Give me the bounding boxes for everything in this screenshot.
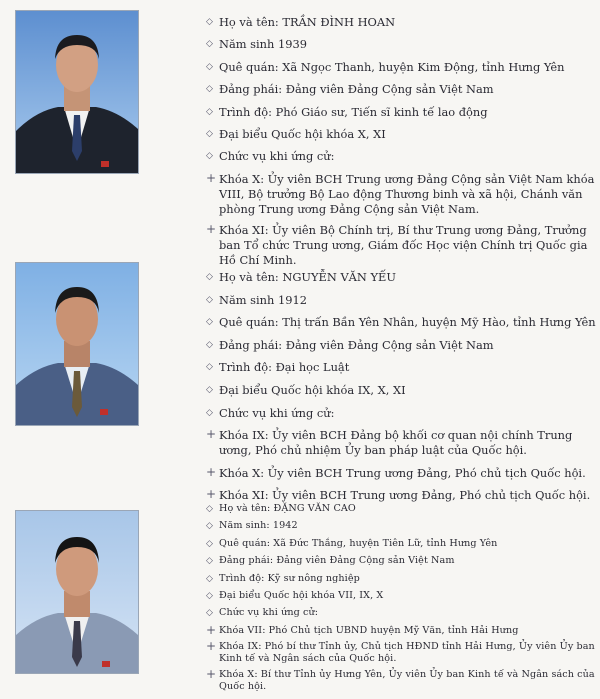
info-line: ◇ Trình độ: Đại học Luật [206, 360, 350, 375]
term-item: + Khóa X: Ủy viên BCH Trung ương Đảng Cộng sản Việt Nam khóa VIII, Bộ trưởng Bộ Lao động Thương binh và xã hội, Chánh văn phòng Trung ương Đảng Cộng sản Việt Nam. [206, 170, 595, 216]
info-line: ◇ Đại biểu Quốc hội khóa VII, IX, X [206, 589, 384, 601]
info-line: ◇ Họ và tên: TRẦN ĐÌNH HOAN [206, 15, 396, 29]
info-line: ◇ Năm sinh: 1942 [206, 520, 298, 532]
term-item: + Khóa XI: Ủy viên Bộ Chính trị, Bí thư Trung ương Đảng, Trưởng ban Tổ chức Trung ương, Giám đốc Học viện Chính trị Quốc gia Hồ Chí Minh. [206, 221, 588, 267]
full-name: Họ và tên: TRẦN ĐÌNH HOAN [219, 15, 396, 29]
info-line: ◇ Quê quán: Xã Đức Thắng, huyện Tiên Lữ, tỉnh Hưng Yên [206, 537, 498, 549]
info-line: ◇ Năm sinh 1912 [206, 292, 307, 307]
info-line: ◇ Chức vụ khi ứng cử: [206, 405, 335, 420]
profile-details-1 [206, 15, 596, 274]
term-item: + Khóa VII: Phó Chủ tịch UBND huyện Mỹ Văn, tỉnh Hải Hưng [206, 622, 519, 637]
delegate-terms: Đại biểu Quốc hội khóa VII, IX, X [219, 589, 384, 601]
hometown: Quê quán: Thị trấn Bần Yên Nhân, huyện Mỹ Hào, tỉnh Hưng Yên [219, 315, 596, 330]
info-line: ◇ Trình độ: Kỹ sư nông nghiệp [206, 572, 360, 584]
hometown: Quê quán: Xã Đức Thắng, huyện Tiên Lữ, tỉnh Hưng Yên [219, 537, 498, 549]
term-item: + Khóa IX: Ủy viên BCH Đảng bộ khối cơ quan nội chính Trung ương, Phó chủ nhiệm Ủy ban pháp luật của Quốc hội. [206, 427, 573, 458]
profile-details-2 [206, 270, 596, 511]
info-line: ◇ Đảng phái: Đảng viên Đảng Cộng sản Việt Nam [206, 82, 494, 97]
info-line: ◇ Đại biểu Quốc hội khóa X, XI [206, 126, 386, 141]
birth-year: Năm sinh 1912 [219, 292, 307, 307]
birth-year: Năm sinh 1939 [219, 37, 307, 52]
info-line: ◇ Họ và tên: ĐẶNG VĂN CAO [206, 503, 356, 514]
term-text: Khóa X: Ủy viên BCH Trung ương Đảng, Phó chủ tịch Quốc hội. [219, 465, 586, 480]
term-item: + Khóa X: Ủy viên BCH Trung ương Đảng, Phó chủ tịch Quốc hội. [206, 464, 586, 480]
party: Đảng phái: Đảng viên Đảng Cộng sản Việt Nam [219, 337, 494, 352]
portrait-photo-2 [15, 262, 139, 426]
info-line: ◇ Quê quán: Xã Ngọc Thanh, huyện Kim Động, tỉnh Hưng Yên [206, 59, 565, 74]
info-line: ◇ Quê quán: Thị trấn Bần Yên Nhân, huyện Mỹ Hào, tỉnh Hưng Yên [206, 315, 596, 330]
term-text: Khóa XI: Ủy viên Bộ Chính trị, Bí thư Trung ương Đảng, Trưởng ban Tổ chức Trung ương, Giám đốc Học viện Chính trị Quốc gia Hồ Chí Minh. [219, 222, 588, 267]
education: Trình độ: Kỹ sư nông nghiệp [219, 572, 360, 584]
term-text: Khóa IX: Phó bí thư Tỉnh ủy, Chủ tịch HĐND tỉnh Hải Hưng, Ủy viên Ủy ban Kinh tế và Ngân sách của Quốc hội. [219, 640, 595, 664]
profile-details-3 [206, 503, 596, 697]
positions-heading: Chức vụ khi ứng cử: [219, 607, 319, 619]
party: Đảng phái: Đảng viên Đảng Cộng sản Việt Nam [219, 555, 455, 567]
positions-heading: Chức vụ khi ứng cử: [219, 149, 335, 164]
term-text: Khóa VII: Phó Chủ tịch UBND huyện Mỹ Văn, tỉnh Hải Hưng [219, 624, 519, 636]
term-text: Khóa IX: Ủy viên BCH Đảng bộ khối cơ quan nội chính Trung ương, Phó chủ nhiệm Ủy ban pháp luật của Quốc hội. [219, 428, 573, 458]
term-text: Khóa X: Bí thư Tỉnh ủy Hưng Yên, Ủy viên Ủy ban Kinh tế và Ngân sách của Quốc hội. [219, 668, 595, 692]
birth-year: Năm sinh: 1942 [219, 520, 298, 532]
hometown: Quê quán: Xã Ngọc Thanh, huyện Kim Động, tỉnh Hưng Yên [219, 59, 565, 74]
full-name: Họ và tên: ĐẶNG VĂN CAO [219, 503, 356, 514]
info-line: ◇ Chức vụ khi ứng cử: [206, 149, 335, 164]
education: Trình độ: Phó Giáo sư, Tiến sĩ kinh tế lao động [219, 104, 488, 119]
info-line: ◇ Trình độ: Phó Giáo sư, Tiến sĩ kinh tế lao động [206, 104, 488, 119]
info-line: ◇ Họ và tên: NGUYỄN VĂN YẾU [206, 270, 396, 284]
term-item: + Khóa IX: Phó bí thư Tỉnh ủy, Chủ tịch HĐND tỉnh Hải Hưng, Ủy viên Ủy ban Kinh tế và Ngân sách của Quốc hội. [206, 638, 595, 664]
delegate-terms: Đại biểu Quốc hội khóa IX, X, XI [219, 382, 406, 397]
term-item: + Khóa X: Bí thư Tỉnh ủy Hưng Yên, Ủy viên Ủy ban Kinh tế và Ngân sách của Quốc hội. [206, 666, 595, 692]
info-line: ◇ Đảng phái: Đảng viên Đảng Cộng sản Việt Nam [206, 337, 494, 352]
info-line: ◇ Chức vụ khi ứng cử: [206, 607, 319, 619]
positions-heading: Chức vụ khi ứng cử: [219, 405, 335, 420]
info-line: ◇ Đại biểu Quốc hội khóa IX, X, XI [206, 382, 406, 397]
portrait-photo-3 [15, 510, 139, 674]
term-item: + Khóa XI: Ủy viên BCH Trung ương Đảng, Phó chủ tịch Quốc hội. [206, 487, 591, 503]
info-line: ◇ Đảng phái: Đảng viên Đảng Cộng sản Việt Nam [206, 555, 455, 567]
portrait-photo-1 [15, 10, 139, 174]
party: Đảng phái: Đảng viên Đảng Cộng sản Việt Nam [219, 82, 494, 97]
info-line: ◇ Năm sinh 1939 [206, 37, 307, 52]
term-text: Khóa X: Ủy viên BCH Trung ương Đảng Cộng sản Việt Nam khóa VIII, Bộ trưởng Bộ Lao động Thương binh và xã hội, Chánh văn phòng Trung ương Đảng Cộng sản Việt Nam. [219, 171, 595, 216]
delegate-terms: Đại biểu Quốc hội khóa X, XI [219, 126, 386, 141]
education: Trình độ: Đại học Luật [219, 360, 350, 375]
term-text: Khóa XI: Ủy viên BCH Trung ương Đảng, Phó chủ tịch Quốc hội. [219, 488, 591, 503]
full-name: Họ và tên: NGUYỄN VĂN YẾU [219, 270, 396, 284]
